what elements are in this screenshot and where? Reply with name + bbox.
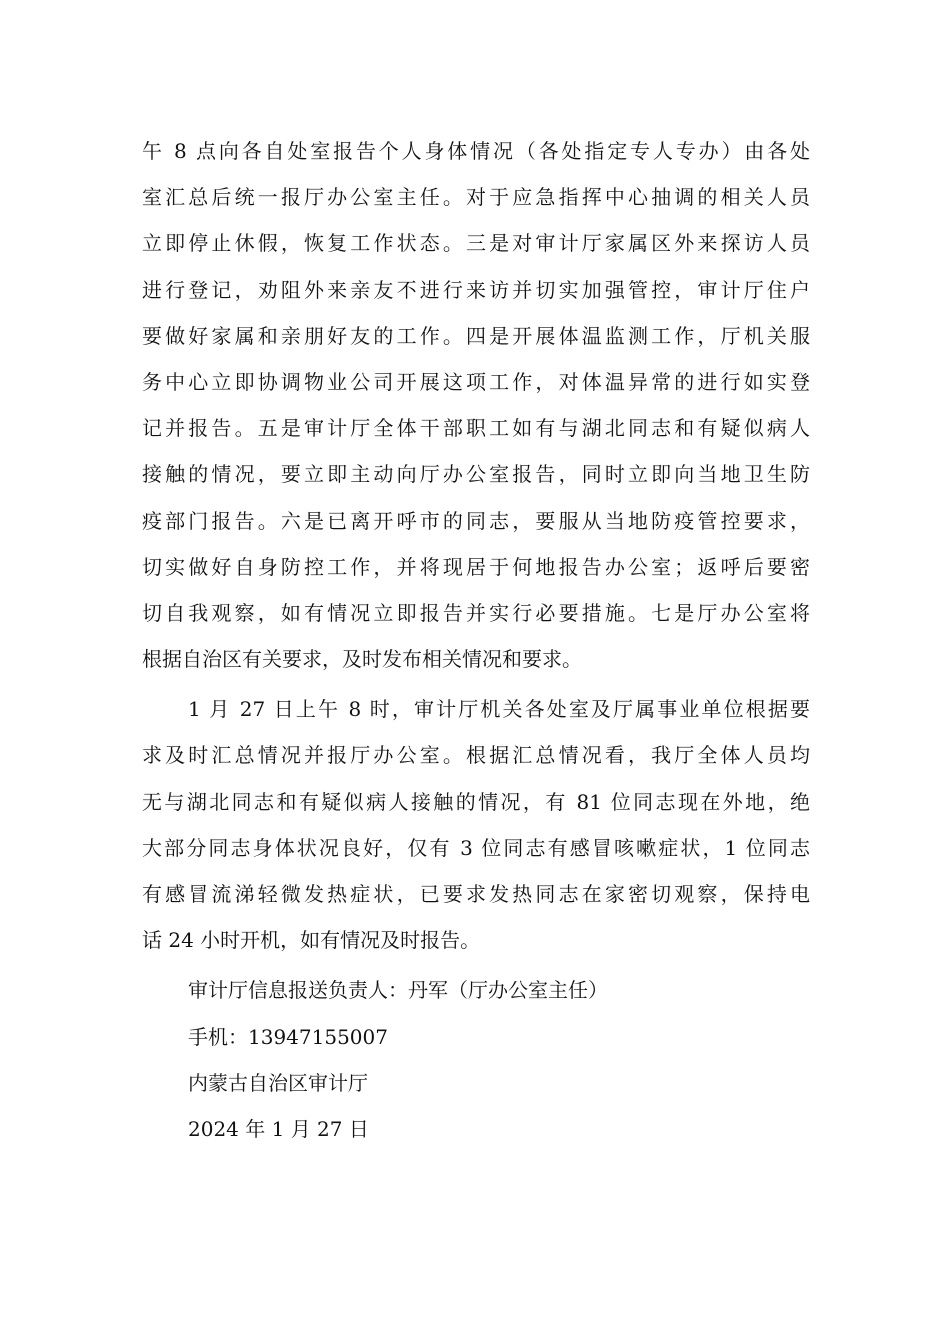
text-line: 切实做好自身防控工作，并将现居于何地报告办公室；返呼后要密 [142,554,810,579]
text-line: 立即停止休假，恢复工作状态。三是对审计厅家属区外来探访人员 [142,231,810,256]
paragraph-2 [142,686,810,963]
text-line: 午 8 点向各自处室报告个人身体情况（各处指定专人专办）由各处 [142,139,810,163]
text-line: 疫部门报告。六是已离开呼市的同志，要服从当地防疫管控要求， [142,508,810,533]
text-line: 求及时汇总情况并报厅办公室。根据汇总情况看，我厅全体人员均 [142,743,810,768]
document-page [142,128,810,1152]
paragraph-1 [142,128,810,682]
text-line: 进行登记，劝阻外来亲友不进行来访并切实加强管控，审计厅住户 [142,277,810,302]
phone-number: 手机：13947155007 [188,1024,388,1049]
text-line: 记并报告。五是审计厅全体干部职工如有与湖北同志和有疑似病人 [142,416,810,441]
text-line: 大部分同志身体状况良好，仅有 3 位同志有感冒咳嗽症状，1 位同志 [142,835,810,860]
text-line: 无与湖北同志和有疑似病人接触的情况，有 81 位同志现在外地，绝 [142,789,810,814]
responsible-person: 审计厅信息报送负责人：丹军（厅办公室主任） [188,978,608,1003]
document-date: 2024 年 1 月 27 日 [188,1116,369,1141]
text-line: 有感冒流涕轻微发热症状，已要求发热同志在家密切观察，保持电 [142,882,810,906]
text-line: 要做好家属和亲朋好友的工作。四是开展体温监测工作，厅机关服 [142,323,810,348]
text-line: 1 月 27 日上午 8 时，审计厅机关各处室及厅属事业单位根据要 [188,697,810,722]
text-line: 话 24 小时开机，如有情况及时报告。 [142,928,481,953]
organization-name: 内蒙古自治区审计厅 [188,1070,368,1095]
text-line: 务中心立即协调物业公司开展这项工作，对体温异常的进行如实登 [142,369,810,394]
text-line: 接触的情况，要立即主动向厅办公室报告，同时立即向当地卫生防 [142,462,810,487]
text-line: 切自我观察，如有情况立即报告并实行必要措施。七是厅办公室将 [142,600,810,625]
signature-block [142,967,810,1152]
text-line: 根据自治区有关要求，及时发布相关情况和要求。 [142,647,582,672]
text-line: 室汇总后统一报厅办公室主任。对于应急指挥中心抽调的相关人员 [142,185,810,210]
